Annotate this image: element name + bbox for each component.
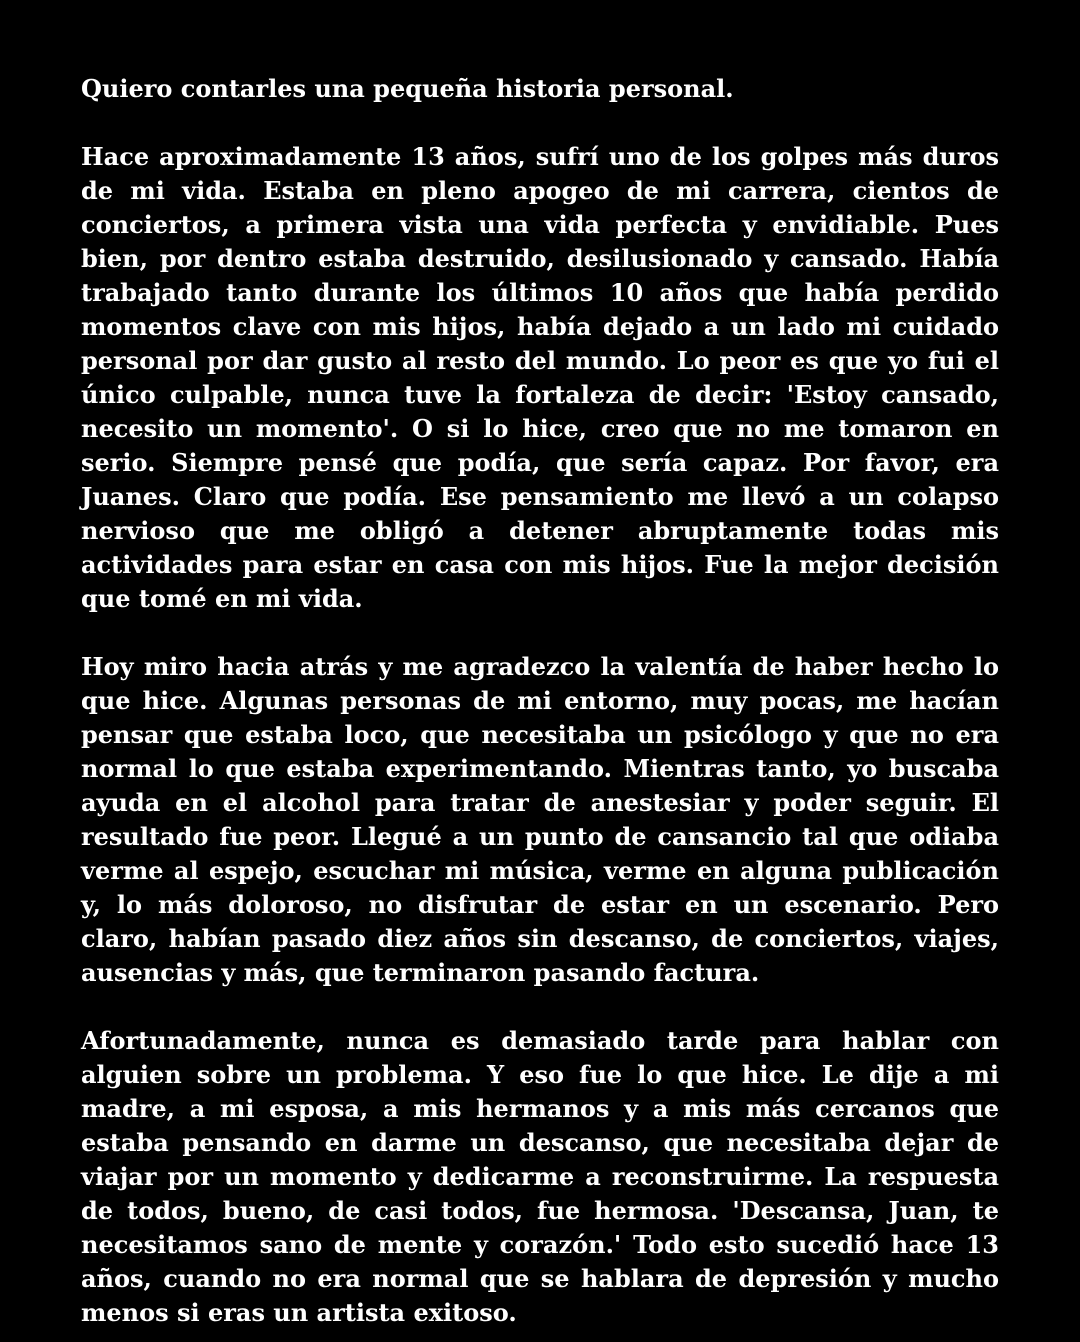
paragraph-3: Afortunadamente, nunca es demasiado tarde para hablar con alguien sobre un problema. Y eso fue lo que hice. Le dije a mi madre, a mi esposa, a mis hermanos y a mis más cercanos que estaba pensando en darme un descanso, que necesitaba dejar de viajar por un momento y dedicarme a reconstruirme. La respuesta de todos, bueno, de casi todos, fue hermosa. 'Descansa, Juan, te necesitamos sano de mente y corazón.' Todo esto sucedió hace 13 años, cuando no era normal que se hablara de depresión y mucho menos si eras un artista exitoso.	[81, 1026, 999, 1327]
paragraph-1: Hace aproximadamente 13 años, sufrí uno de los golpes más duros de mi vida. Estaba en pleno apogeo de mi carrera, cientos de conciertos, a primera vista una vida perfecta y envidiable. Pues bien, por dentro estaba destruido, desilusionado y cansado. Había trabajado tanto durante los últimos 10 años que había perdido momentos clave con mis hijos, había dejado a un lado mi cuidado personal por dar gusto al resto del mundo. Lo peor es que yo fui el único culpable, nunca tuve la fortaleza de decir: 'Estoy cansado, necesito un momento'. O si lo hice, creo que no me tomaron en serio. Siempre pensé que podía, que sería capaz. Por favor, era Juanes. Claro que podía. Ese pensamiento me llevó a un colapso nervioso que me obligó a detener abruptamente todas mis actividades para estar en casa con mis hijos. Fue la mejor decisión que tomé en mi vida.	[81, 142, 999, 613]
paragraph-2: Hoy miro hacia atrás y me agradezco la valentía de haber hecho lo que hice. Algunas personas de mi entorno, muy pocas, me hacían pensar que estaba loco, que necesitaba un psicólogo y que no era normal lo que estaba experimentando. Mientras tanto, yo buscaba ayuda en el alcohol para tratar de anestesiar y poder seguir. El resultado fue peor. Llegué a un punto de cansancio tal que odiaba verme al espejo, escuchar mi música, verme en alguna publicación y, lo más doloroso, no disfrutar de estar en un escenario. Pero claro, habían pasado diez años sin descanso, de conciertos, viajes, ausencias y más, que terminaron pasando factura.	[81, 652, 999, 987]
paragraph-intro: Quiero contarles una pequeña historia personal.	[81, 74, 734, 103]
